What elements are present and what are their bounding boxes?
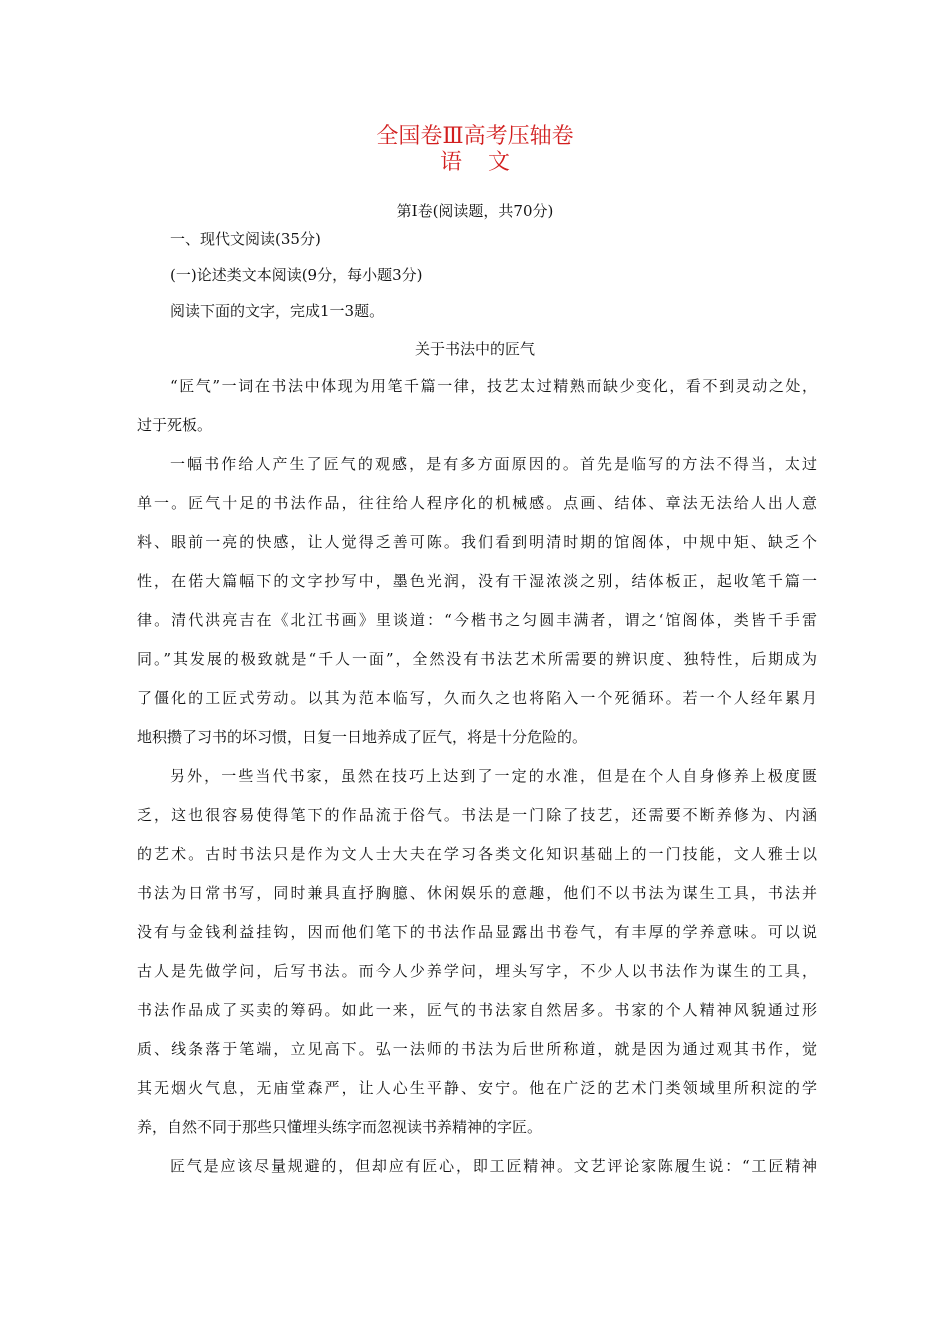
paragraph-line: 了僵化的工匠式劳动。以其为范本临写，久而久之也将陷入一个死循环。若一个人经年累月 [137,689,817,707]
paragraph-line: 律。清代洪亮吉在《北江书画》里谈道：“今楷书之匀圆丰满者，谓之‘馆阁体，类皆千手雷 [137,611,817,629]
paragraph-line: 另外，一些当代书家，虽然在技巧上达到了一定的水准，但是在个人自身修养上极度匮 [170,767,817,785]
paragraph-line: 书法作品成了买卖的筹码。如此一来，匠气的书法家自然居多。书家的个人精神风貌通过形 [137,1001,817,1019]
paragraph-line: 书法为日常书写，同时兼具直抒胸臆、休闲娱乐的意趣，他们不以书法为谋生工具，书法并 [137,884,817,902]
paragraph-line: 料、眼前一亮的快感，让人觉得乏善可陈。我们看到明清时期的馆阁体，中规中矩、缺乏个 [137,533,817,551]
paragraph-line: 匠气是应该尽量规避的，但却应有匠心，即工匠精神。文艺评论家陈履生说：“工匠精神 [170,1157,817,1175]
sub-part-heading: (一)论述类文本阅读(9分，每小题3分) [170,266,423,284]
paragraph-line: 一幅书作给人产生了匠气的观感，是有多方面原因的。首先是临写的方法不得当，太过 [170,455,817,473]
paragraph-line: 单一。匠气十足的书法作品，往往给人程序化的机械感。点画、结体、章法无法给人出人意 [137,494,817,512]
paragraph-line: “匠气”一词在书法中体现为用笔千篇一律，技艺太过精熟而缺少变化，看不到灵动之处， [170,377,817,395]
essay-title: 关于书法中的匠气 [414,340,535,358]
paragraph-line: 其无烟火气息，无庙堂森严，让人心生平静、安宁。他在广泛的艺术门类领域里所积淀的学 [137,1079,817,1097]
paragraph-line: 古人是先做学问，后写书法。而今人少养学问，埋头写字，不少人以书法作为谋生的工具， [137,962,817,980]
volume-heading: 第Ⅰ卷(阅读题，共70分) [396,202,554,220]
exam-title: 全国卷Ⅲ高考压轴卷 [376,124,574,149]
paragraph-line: 性，在偌大篇幅下的文字抄写中，墨色光润，没有干湿浓淡之别，结体板正，起收笔千篇一 [137,572,817,590]
paragraph-line: 的艺术。古时书法只是作为文人士大夫在学习各类文化知识基础上的一门技能，文人雅士以 [137,845,817,863]
paragraph-line: 过于死板。 [137,416,213,434]
part-heading: 一、现代文阅读(35分) [170,230,321,248]
exam-subject: 语文 [439,150,536,175]
paragraph-line: 同。”其发展的极致就是“千人一面”，全然没有书法艺术所需要的辨识度、独特性，后期成为 [137,650,817,668]
paragraph-line: 没有与金钱利益挂钩，因而他们笔下的书法作品显露出书卷气，有丰厚的学养意味。可以说 [137,923,817,941]
paragraph-line: 养，自然不同于那些只懂埋头练字而忽视读书养精神的字匠。 [137,1118,543,1136]
paragraph-line: 乏，这也很容易使得笔下的作品流于俗气。书法是一门除了技艺，还需要不断养修为、内涵 [137,806,817,824]
instruction-text: 阅读下面的文字，完成1一3题。 [170,302,385,320]
paragraph-line: 质、线条落于笔端，立见高下。弘一法师的书法为后世所称道，就是因为通过观其书作，觉 [137,1040,817,1058]
paragraph-line: 地积攒了习书的坏习惯，日复一日地养成了匠气，将是十分危险的。 [137,728,588,746]
